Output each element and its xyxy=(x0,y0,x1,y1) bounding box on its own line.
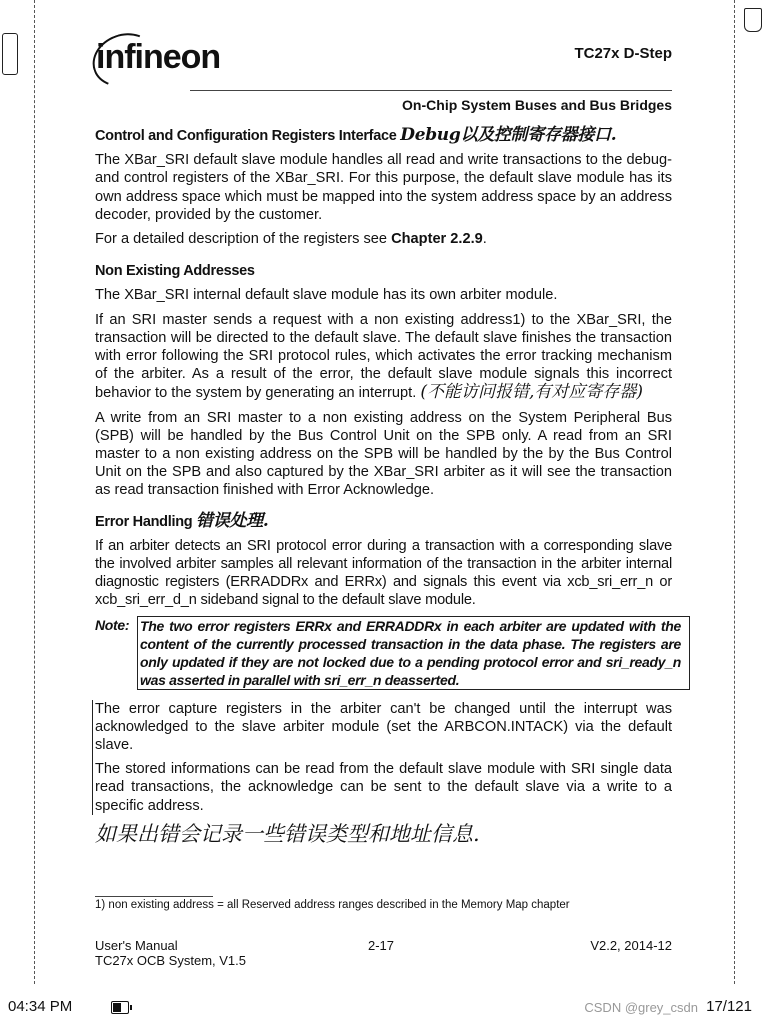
footnote: 1) non existing address = all Reserved address ranges described in the Memory Map chapter xyxy=(95,899,570,911)
footnote-rule xyxy=(95,896,213,897)
note-box xyxy=(95,616,681,690)
product-title: TC27x D-Step xyxy=(574,45,672,62)
infineon-logo: infineon xyxy=(96,38,221,76)
bookmark-icon[interactable] xyxy=(744,8,762,32)
paragraph: The XBar_SRI internal default slave module has its own arbiter module. xyxy=(95,287,558,304)
heading-error-handling: Error Handling 错误处理. xyxy=(95,510,269,531)
paragraph: The stored informations can be read from the default slave module with SRI single data read transactions, the acknowledge can be sent to the default slave via a write to a specific address. xyxy=(95,761,672,814)
note-text: The two error registers ERRx and ERRADDRx in each arbiter are updated with the content of the currently processed transaction in the data phase. The registers are only updated if they are not locked due to a pending protocol error and sri_ready_n was asserted in parallel with sri_err_n deasserted. xyxy=(137,616,690,690)
left-margin-guide xyxy=(34,0,35,984)
page-number: 2-17 xyxy=(368,938,395,953)
handwritten-note: Debug以及控制寄存器接口. xyxy=(400,125,617,145)
clock: 04:34 PM xyxy=(8,998,73,1015)
heading-non-existing: Non Existing Addresses xyxy=(95,263,255,280)
paragraph: A write from an SRI master to a non existing address on the System Peripheral Bus (SPB) will be handled by the Bus Control Unit on the SPB only. A read from an SRI master to a non existing address on the SPB will be handled by the by the Bus Control Unit on the SPB and also captured by the XBar_SRI arbiter as it will see the transaction as read transaction finished with Error Acknowledge. xyxy=(95,409,672,499)
header-rule xyxy=(190,90,672,91)
heading-control-config: Control and Configuration Registers Interface Debug以及控制寄存器接口. xyxy=(95,125,617,145)
footer-version: V2.2, 2014-12 xyxy=(590,938,672,953)
footer-left: User's Manual TC27x OCB System, V1.5 xyxy=(95,938,246,968)
watermark: CSDN @grey_csdn xyxy=(584,1000,698,1015)
paragraph: If an arbiter detects an SRI protocol error during a transaction with a corresponding slave the involved arbiter samples all relevant information of the transaction in the arbiter internal diagnostic registers (ERRADDRx and ERRx) and signals this event via xcb_sri_err_n or xcb_sri_err_d_n sideband signal to the default slave module. xyxy=(95,537,672,609)
paragraph: The error capture registers in the arbiter can't be changed until the interrupt was acknowledged to the slave arbiter module (set the ARBCON.INTACK) via the default slave. xyxy=(95,700,672,754)
handwritten-note: (不能访问报错,有对应寄存器) xyxy=(420,382,643,403)
chapter-link[interactable]: Chapter 2.2.9 xyxy=(391,231,483,248)
page-indicator[interactable]: 17/121 xyxy=(706,998,752,1015)
right-margin-guide xyxy=(734,0,735,984)
handwritten-note: 错误处理. xyxy=(196,510,269,531)
menu-panel-icon[interactable] xyxy=(2,33,18,75)
note-label: Note: xyxy=(95,616,130,633)
page-content xyxy=(95,125,681,846)
battery-half-icon xyxy=(111,1001,129,1014)
paragraph: If an SRI master sends a request with a non existing address1) to the XBar_SRI, the transaction will be directed to the default slave. The default slave finishes the transaction with error following the SRI protocol rules, which activates the error tracking mechanism of the arbiter. As a result of the error, the default slave module signals this incorrect behavior to the system by generating an interrupt. (不能访问报错,有对应寄存器) xyxy=(95,311,672,403)
paragraph: For a detailed description of the registers see Chapter 2.2.9. xyxy=(95,231,487,248)
annotated-block xyxy=(92,700,672,815)
handwritten-note: 如果出错会记录一些错误类型和地址信息. xyxy=(95,821,480,846)
section-title: On-Chip System Buses and Bus Bridges xyxy=(402,97,672,113)
paragraph: The XBar_SRI default slave module handles all read and write transactions to the debug- and control registers of the XBar_SRI. For this purpose, the default slave module has its own address space which must be mapped into the system address space by an address decoder, provided by the customer. xyxy=(95,152,672,223)
